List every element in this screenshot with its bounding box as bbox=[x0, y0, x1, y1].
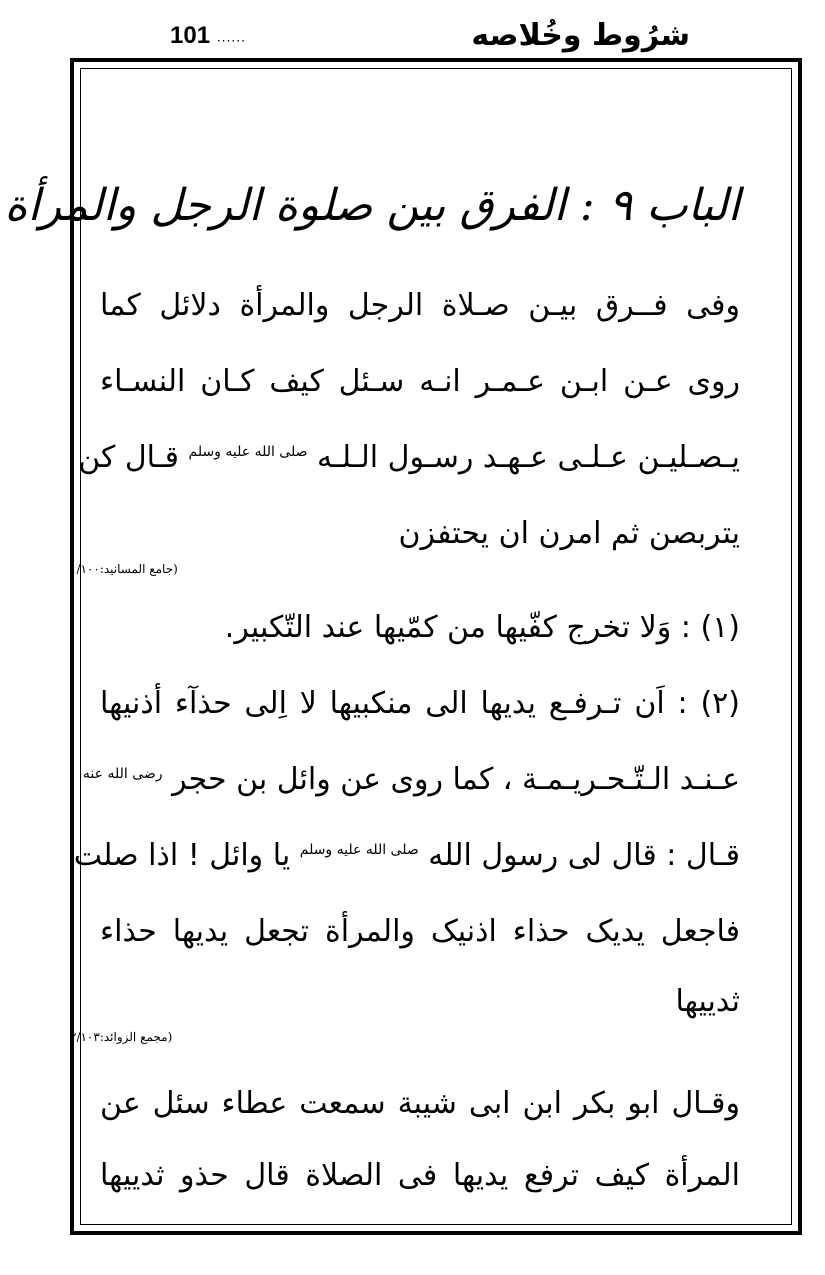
page-number bbox=[170, 22, 246, 50]
paragraph-1-line-3-end: قـال کن bbox=[78, 440, 179, 475]
paragraph-2-line-1: (٢) : اَن تـرفـع یدیها الی منکبیها لا اِلی حذآء أذنیها bbox=[100, 686, 740, 721]
paragraph-2-line-2-text: عـنـد الـتّـحـریـمـة ، کما روی عن وائل بن حجر bbox=[172, 762, 740, 797]
item-1: (١) : وَلا تخرج کفّیها من کمّیها عند التّکبیر. bbox=[224, 610, 740, 645]
paragraph-2-line-4: فاجعل یدیک حذاء اذنیک والمرأة تجعل یدیها حذاء bbox=[100, 914, 740, 949]
radi-allahu-honorific: رضی الله عنه bbox=[82, 766, 163, 782]
paragraph-1-line-3-text: یـصـلیـن عـلـی عـهـد رسـول الـلـه bbox=[317, 440, 740, 475]
paragraph-3-line-1: وقـال ابو بکر ابن ابی شیبة سمعت عطاء سئل عن bbox=[100, 1086, 740, 1121]
page-header bbox=[70, 14, 690, 54]
paragraph-1-line-3 bbox=[78, 434, 740, 482]
paragraph-3-line-2: المرأة کیف ترفع یدیها فی الصلاة قال حذو ثدییها bbox=[100, 1158, 740, 1193]
paragraph-2-line-3-end: یا وائل ! اذا صلت bbox=[73, 838, 291, 873]
page-content bbox=[4, 60, 740, 1220]
paragraph-2-line-5: ثدییها bbox=[675, 984, 740, 1019]
chapter-title: الباب ۹ : الفرق بين صلوة الرجل والمرأة bbox=[4, 180, 740, 231]
book-title: شرُوط وخُلاصه bbox=[471, 18, 690, 53]
page-number-value: 101 bbox=[170, 22, 211, 49]
paragraph-1-line-4: یتربصن ثم امرن ان یحتفزن bbox=[398, 516, 740, 551]
paragraph-2-line-3-text: قـال : قال لی رسول الله bbox=[428, 838, 740, 873]
salutation-honorific-2: صلی الله علیه وسلم bbox=[299, 842, 419, 858]
paragraph-1-line-1: وفی فــرق بیـن صـلاة الرجل والمرأة دلائل کما bbox=[100, 288, 740, 323]
salutation-honorific: صلی الله علیه وسلم bbox=[188, 444, 308, 460]
paragraph-2-line-3 bbox=[73, 832, 740, 880]
reference-1: (جامع المسانيد:١/١٠٠ bbox=[70, 562, 178, 576]
paragraph-1-line-2: روی عـن ابـن عـمـر انـه سـئل کیف کـان النسـاء bbox=[100, 364, 740, 399]
paragraph-2-line-2 bbox=[82, 756, 740, 804]
reference-2: (مجمع الزوائد:٢/١٠٣ bbox=[70, 1030, 173, 1044]
page-number-dots: ...... bbox=[216, 28, 247, 45]
